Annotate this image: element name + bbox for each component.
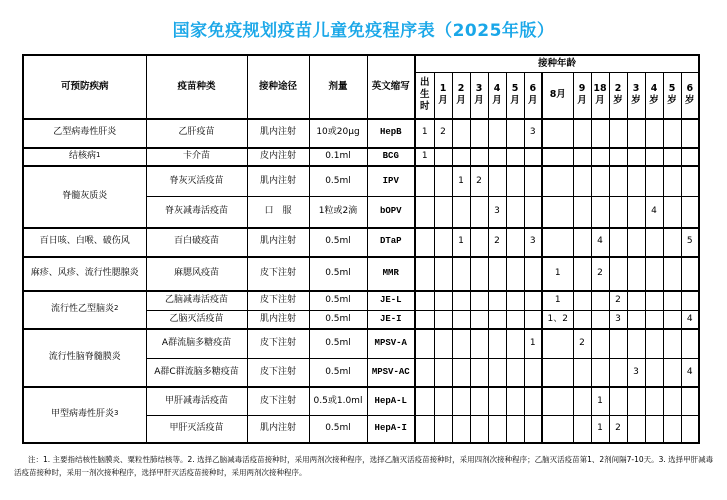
empty-dose-cell [452, 387, 470, 416]
empty-dose-cell [415, 257, 434, 291]
disease-cell: 流行性脑脊髓膜炎 [23, 329, 146, 387]
empty-dose-cell [506, 291, 524, 311]
footnote: 注：1. 主要指结核性脑膜炎、粟粒性肺结核等。2. 选择乙脑减毒活疫苗接种时，采用两剂次接种程序，选择乙脑灭活疫苗接种时，采用四剂次接种程序；乙脑灭活疫苗第1、2剂间隔7-10天。3. 选择甲肝减毒活疫苗接种时，采用一剂次接种程序，选择甲肝灭活疫苗接种时，采用两剂次接种程序。 [14, 454, 714, 477]
dose-number-cell: 2 [609, 416, 627, 443]
route-cell: 肌内注射 [247, 166, 309, 197]
dose-number-cell: 2 [470, 166, 488, 197]
empty-dose-cell [573, 359, 591, 387]
vaccine-cell: 脊灰减毒活疫苗 [146, 197, 247, 228]
empty-dose-cell [506, 166, 524, 197]
empty-dose-cell [609, 329, 627, 359]
empty-dose-cell [415, 329, 434, 359]
empty-dose-cell [542, 387, 573, 416]
empty-dose-cell [470, 291, 488, 311]
header-disease: 可预防疾病 [23, 55, 146, 119]
empty-dose-cell [681, 291, 699, 311]
empty-dose-cell [663, 291, 681, 311]
age-column-header: 出 生 时 [415, 73, 434, 119]
empty-dose-cell [663, 416, 681, 443]
dose-number-cell: 4 [681, 359, 699, 387]
empty-dose-cell [524, 148, 542, 166]
header-abbr: 英文缩写 [367, 55, 415, 119]
dose-number-cell: 1 [542, 291, 573, 311]
age-column-header: 2 岁 [609, 73, 627, 119]
disease-cell: 百日咳、白喉、破伤风 [23, 228, 146, 257]
empty-dose-cell [645, 359, 663, 387]
empty-dose-cell [681, 197, 699, 228]
dose-cell: 1粒或2滴 [309, 197, 367, 228]
empty-dose-cell [645, 291, 663, 311]
dose-number-cell: 3 [524, 228, 542, 257]
empty-dose-cell [470, 148, 488, 166]
empty-dose-cell [591, 311, 609, 329]
empty-dose-cell [681, 257, 699, 291]
empty-dose-cell [434, 228, 452, 257]
abbr-cell: MPSV-A [367, 329, 415, 359]
abbr-cell: MMR [367, 257, 415, 291]
empty-dose-cell [488, 359, 506, 387]
table-row [23, 329, 699, 359]
empty-dose-cell [663, 311, 681, 329]
dose-number-cell: 2 [591, 257, 609, 291]
dose-number-cell: 3 [609, 311, 627, 329]
empty-dose-cell [452, 257, 470, 291]
dose-number-cell: 4 [681, 311, 699, 329]
empty-dose-cell [609, 148, 627, 166]
empty-dose-cell [645, 228, 663, 257]
empty-dose-cell [470, 387, 488, 416]
dose-number-cell: 1 [591, 416, 609, 443]
empty-dose-cell [627, 148, 645, 166]
empty-dose-cell [573, 166, 591, 197]
vaccine-cell: 乙肝疫苗 [146, 119, 247, 148]
empty-dose-cell [415, 387, 434, 416]
empty-dose-cell [663, 329, 681, 359]
empty-dose-cell [609, 119, 627, 148]
table-row [23, 228, 699, 257]
empty-dose-cell [663, 228, 681, 257]
dose-number-cell: 4 [591, 228, 609, 257]
header-row-top [23, 55, 699, 73]
empty-dose-cell [415, 311, 434, 329]
empty-dose-cell [573, 291, 591, 311]
empty-dose-cell [573, 228, 591, 257]
dose-cell: 0.5ml [309, 329, 367, 359]
abbr-cell: DTaP [367, 228, 415, 257]
empty-dose-cell [645, 311, 663, 329]
empty-dose-cell [415, 416, 434, 443]
empty-dose-cell [506, 119, 524, 148]
empty-dose-cell [663, 166, 681, 197]
disease-cell: 脊髓灰质炎 [23, 166, 146, 228]
empty-dose-cell [542, 166, 573, 197]
empty-dose-cell [452, 197, 470, 228]
empty-dose-cell [488, 329, 506, 359]
empty-dose-cell [470, 228, 488, 257]
empty-dose-cell [681, 329, 699, 359]
empty-dose-cell [488, 387, 506, 416]
empty-dose-cell [609, 228, 627, 257]
dose-number-cell: 1 [452, 166, 470, 197]
dose-number-cell: 2 [434, 119, 452, 148]
empty-dose-cell [542, 228, 573, 257]
empty-dose-cell [609, 387, 627, 416]
empty-dose-cell [524, 311, 542, 329]
empty-dose-cell [506, 359, 524, 387]
empty-dose-cell [627, 387, 645, 416]
empty-dose-cell [542, 197, 573, 228]
dose-number-cell: 1 [591, 387, 609, 416]
empty-dose-cell [627, 166, 645, 197]
route-cell: 肌内注射 [247, 119, 309, 148]
disease-cell: 甲型病毒性肝炎3 [23, 387, 146, 443]
empty-dose-cell [681, 387, 699, 416]
empty-dose-cell [663, 119, 681, 148]
empty-dose-cell [470, 257, 488, 291]
empty-dose-cell [470, 359, 488, 387]
empty-dose-cell [506, 416, 524, 443]
dose-cell: 0.5ml [309, 228, 367, 257]
age-column-header: 5 月 [506, 73, 524, 119]
dose-cell: 0.5ml [309, 311, 367, 329]
disease-cell: 结核病1 [23, 148, 146, 166]
dose-cell: 0.5ml [309, 291, 367, 311]
vaccine-cell: A群流脑多糖疫苗 [146, 329, 247, 359]
dose-cell: 0.5或1.0ml [309, 387, 367, 416]
empty-dose-cell [434, 291, 452, 311]
empty-dose-cell [627, 197, 645, 228]
route-cell: 肌内注射 [247, 311, 309, 329]
empty-dose-cell [645, 148, 663, 166]
vaccine-cell: 麻腮风疫苗 [146, 257, 247, 291]
empty-dose-cell [627, 416, 645, 443]
vaccine-cell: 脊灰灭活疫苗 [146, 166, 247, 197]
disease-footnote-marker: 1 [96, 150, 101, 159]
empty-dose-cell [506, 311, 524, 329]
empty-dose-cell [506, 329, 524, 359]
empty-dose-cell [524, 166, 542, 197]
empty-dose-cell [663, 148, 681, 166]
empty-dose-cell [663, 359, 681, 387]
dose-number-cell: 4 [645, 197, 663, 228]
empty-dose-cell [434, 359, 452, 387]
empty-dose-cell [645, 387, 663, 416]
empty-dose-cell [488, 311, 506, 329]
empty-dose-cell [573, 387, 591, 416]
empty-dose-cell [573, 311, 591, 329]
empty-dose-cell [645, 166, 663, 197]
empty-dose-cell [452, 359, 470, 387]
empty-dose-cell [488, 416, 506, 443]
vaccine-cell: 甲肝减毒活疫苗 [146, 387, 247, 416]
age-column-header: 18 月 [591, 73, 609, 119]
page-title: 国家免疫规划疫苗儿童免疫程序表（2025年版） [172, 21, 555, 41]
empty-dose-cell [452, 416, 470, 443]
route-cell: 肌内注射 [247, 416, 309, 443]
dose-number-cell: 3 [524, 119, 542, 148]
disease-cell: 流行性乙型脑炎2 [23, 291, 146, 329]
table-row [23, 291, 699, 311]
table-row [23, 166, 699, 197]
route-cell: 皮内注射 [247, 148, 309, 166]
route-cell: 皮下注射 [247, 387, 309, 416]
empty-dose-cell [573, 148, 591, 166]
empty-dose-cell [591, 329, 609, 359]
dose-number-cell: 1 [415, 119, 434, 148]
table-row [23, 387, 699, 416]
empty-dose-cell [452, 148, 470, 166]
dose-number-cell: 1 [542, 257, 573, 291]
route-cell: 皮下注射 [247, 291, 309, 311]
empty-dose-cell [415, 359, 434, 387]
empty-dose-cell [524, 359, 542, 387]
vaccine-cell: 乙脑减毒活疫苗 [146, 291, 247, 311]
empty-dose-cell [609, 166, 627, 197]
empty-dose-cell [573, 119, 591, 148]
immunization-schedule-table [22, 54, 700, 444]
empty-dose-cell [573, 416, 591, 443]
abbr-cell: JE-I [367, 311, 415, 329]
empty-dose-cell [627, 329, 645, 359]
header-route: 接种途径 [247, 55, 309, 119]
empty-dose-cell [663, 197, 681, 228]
dose-cell: 0.5ml [309, 359, 367, 387]
dose-cell: 0.5ml [309, 257, 367, 291]
header-dose: 剂量 [309, 55, 367, 119]
empty-dose-cell [573, 197, 591, 228]
empty-dose-cell [591, 359, 609, 387]
empty-dose-cell [681, 148, 699, 166]
empty-dose-cell [663, 257, 681, 291]
abbr-cell: JE-L [367, 291, 415, 311]
route-cell: 皮下注射 [247, 329, 309, 359]
empty-dose-cell [609, 257, 627, 291]
empty-dose-cell [506, 387, 524, 416]
empty-dose-cell [591, 291, 609, 311]
empty-dose-cell [591, 148, 609, 166]
empty-dose-cell [506, 228, 524, 257]
vaccine-cell: 乙脑灭活疫苗 [146, 311, 247, 329]
dose-cell: 10或20μg [309, 119, 367, 148]
empty-dose-cell [645, 416, 663, 443]
age-column-header: 6 月 [524, 73, 542, 119]
empty-dose-cell [524, 257, 542, 291]
dose-number-cell: 3 [488, 197, 506, 228]
header-age-group: 接种年龄 [415, 55, 699, 73]
empty-dose-cell [434, 416, 452, 443]
disease-footnote-marker: 2 [114, 303, 119, 312]
empty-dose-cell [470, 119, 488, 148]
abbr-cell: HepA-L [367, 387, 415, 416]
header-vaccine: 疫苗种类 [146, 55, 247, 119]
abbr-cell: BCG [367, 148, 415, 166]
disease-cell: 麻疹、风疹、流行性腮腺炎 [23, 257, 146, 291]
empty-dose-cell [488, 166, 506, 197]
empty-dose-cell [434, 257, 452, 291]
empty-dose-cell [452, 329, 470, 359]
empty-dose-cell [452, 291, 470, 311]
empty-dose-cell [488, 257, 506, 291]
empty-dose-cell [434, 329, 452, 359]
dose-cell: 0.1ml [309, 148, 367, 166]
empty-dose-cell [434, 387, 452, 416]
empty-dose-cell [663, 387, 681, 416]
abbr-cell: bOPV [367, 197, 415, 228]
table-row [23, 119, 699, 148]
route-cell: 皮下注射 [247, 257, 309, 291]
route-cell: 肌内注射 [247, 228, 309, 257]
vaccine-cell: 甲肝灭活疫苗 [146, 416, 247, 443]
age-column-header: 6 岁 [681, 73, 699, 119]
dose-number-cell: 2 [573, 329, 591, 359]
abbr-cell: HepB [367, 119, 415, 148]
empty-dose-cell [452, 119, 470, 148]
empty-dose-cell [470, 329, 488, 359]
dose-number-cell: 1 [524, 329, 542, 359]
empty-dose-cell [609, 197, 627, 228]
age-column-header: 4 月 [488, 73, 506, 119]
vaccine-cell: 卡介苗 [146, 148, 247, 166]
dose-cell: 0.5ml [309, 416, 367, 443]
route-cell: 皮下注射 [247, 359, 309, 387]
age-column-header: 5 岁 [663, 73, 681, 119]
empty-dose-cell [591, 166, 609, 197]
empty-dose-cell [627, 291, 645, 311]
empty-dose-cell [415, 197, 434, 228]
abbr-cell: HepA-I [367, 416, 415, 443]
dose-number-cell: 1 [452, 228, 470, 257]
empty-dose-cell [573, 257, 591, 291]
dose-cell: 0.5ml [309, 166, 367, 197]
empty-dose-cell [681, 119, 699, 148]
empty-dose-cell [627, 311, 645, 329]
table-row [23, 148, 699, 166]
age-column-header: 4 岁 [645, 73, 663, 119]
empty-dose-cell [542, 148, 573, 166]
table-row [23, 257, 699, 291]
empty-dose-cell [415, 166, 434, 197]
empty-dose-cell [627, 119, 645, 148]
empty-dose-cell [506, 197, 524, 228]
empty-dose-cell [627, 228, 645, 257]
empty-dose-cell [524, 416, 542, 443]
empty-dose-cell [415, 291, 434, 311]
abbr-cell: IPV [367, 166, 415, 197]
empty-dose-cell [542, 329, 573, 359]
empty-dose-cell [434, 311, 452, 329]
empty-dose-cell [488, 291, 506, 311]
empty-dose-cell [591, 119, 609, 148]
vaccine-cell: A群C群流脑多糖疫苗 [146, 359, 247, 387]
disease-footnote-marker: 3 [114, 408, 119, 417]
age-column-header: 3 岁 [627, 73, 645, 119]
empty-dose-cell [434, 197, 452, 228]
empty-dose-cell [470, 197, 488, 228]
empty-dose-cell [645, 257, 663, 291]
empty-dose-cell [488, 148, 506, 166]
dose-number-cell: 3 [627, 359, 645, 387]
empty-dose-cell [434, 166, 452, 197]
abbr-cell: MPSV-AC [367, 359, 415, 387]
age-column-header: 2 月 [452, 73, 470, 119]
dose-number-cell: 5 [681, 228, 699, 257]
age-column-header: 8月 [542, 73, 573, 119]
empty-dose-cell [542, 416, 573, 443]
disease-cell: 乙型病毒性肝炎 [23, 119, 146, 148]
empty-dose-cell [524, 197, 542, 228]
dose-number-cell: 1、2 [542, 311, 573, 329]
dose-number-cell: 2 [609, 291, 627, 311]
empty-dose-cell [542, 119, 573, 148]
dose-number-cell: 2 [488, 228, 506, 257]
vaccine-cell: 百白破疫苗 [146, 228, 247, 257]
empty-dose-cell [470, 416, 488, 443]
empty-dose-cell [681, 416, 699, 443]
empty-dose-cell [452, 311, 470, 329]
age-column-header: 1 月 [434, 73, 452, 119]
dose-number-cell: 1 [415, 148, 434, 166]
empty-dose-cell [645, 119, 663, 148]
empty-dose-cell [488, 119, 506, 148]
age-column-header: 9 月 [573, 73, 591, 119]
empty-dose-cell [470, 311, 488, 329]
empty-dose-cell [524, 387, 542, 416]
empty-dose-cell [415, 228, 434, 257]
empty-dose-cell [645, 329, 663, 359]
empty-dose-cell [506, 257, 524, 291]
route-cell: 口 服 [247, 197, 309, 228]
empty-dose-cell [681, 166, 699, 197]
empty-dose-cell [434, 148, 452, 166]
empty-dose-cell [506, 148, 524, 166]
empty-dose-cell [542, 359, 573, 387]
empty-dose-cell [524, 291, 542, 311]
empty-dose-cell [609, 359, 627, 387]
age-column-header: 3 月 [470, 73, 488, 119]
empty-dose-cell [591, 197, 609, 228]
empty-dose-cell [627, 257, 645, 291]
